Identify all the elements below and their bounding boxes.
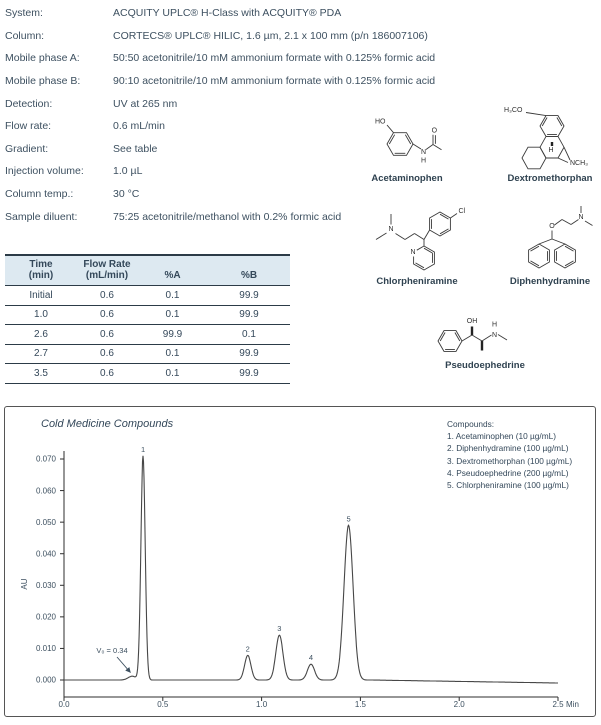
gradient-table-cell: 99.9	[137, 325, 208, 345]
gradient-table-body	[5, 286, 290, 384]
gradient-table-cell: 99.9	[208, 344, 290, 364]
chromatogram-panel	[4, 406, 596, 717]
y-tick-label: 0.030	[35, 580, 56, 590]
condition-label: Column:	[5, 29, 45, 42]
peak-label: 2	[245, 644, 250, 654]
condition-row	[5, 183, 435, 206]
atom-label: NCH₃	[570, 160, 589, 167]
atom-label: N	[578, 214, 584, 221]
acetaminophen-structure	[366, 110, 456, 175]
x-tick-label: 0.5	[157, 700, 169, 709]
condition-label: Column temp.:	[5, 188, 74, 201]
atom-label: OH	[466, 318, 478, 325]
gradient-table-header	[137, 255, 208, 286]
gradient-table-cell: 0.1	[165, 367, 180, 379]
void-annotation-text: V₀ = 0.34	[96, 646, 128, 655]
gradient-table-header	[5, 255, 77, 286]
condition-value: 1.0 µL	[113, 165, 143, 178]
header-line: Time	[29, 259, 53, 270]
peak-label: 5	[346, 514, 351, 524]
atom-label: H	[491, 321, 498, 329]
x-tick-label: 2.0	[453, 700, 465, 709]
diphenhydramine-label: Diphenhydramine	[509, 276, 591, 287]
gradient-table-cell: 1.0	[5, 305, 77, 325]
gradient-table-cell: 99.9	[208, 305, 290, 325]
gradient-table-cell: 2.7	[5, 344, 77, 364]
condition-value: CORTECS® UPLC® HILIC, 1.6 µm, 2.1 x 100 mm (p/n 186007106)	[113, 29, 428, 42]
peak-label: 1	[140, 444, 146, 454]
y-tick-label: 0.020	[35, 612, 56, 622]
atom-label: HO	[375, 118, 386, 126]
gradient-table-row	[5, 344, 290, 364]
x-tick-label: 1.5	[354, 700, 366, 709]
gradient-table-cell: 0.6	[77, 344, 137, 364]
gradient-table-cell: 2.6	[5, 325, 77, 345]
condition-label: Sample diluent:	[5, 210, 78, 223]
gradient-table-header	[77, 255, 137, 286]
y-tick-label: 0.050	[35, 517, 56, 527]
x-tick-label: 2.5	[552, 700, 564, 709]
atom-label: Cl	[458, 208, 466, 215]
atom-label: N	[410, 249, 416, 256]
gradient-table-cell: 0.1	[137, 305, 208, 325]
atom-label: H₃CO	[504, 107, 523, 114]
condition-value: 75:25 acetonitrile/methanol with 0.2% formic acid	[113, 210, 342, 223]
condition-row	[5, 70, 435, 93]
gradient-table-cell: 0.1	[208, 325, 290, 345]
gradient-table-row	[5, 364, 290, 384]
gradient-table-row	[5, 325, 290, 345]
atom-label: N	[491, 332, 498, 339]
diphenhydramine-structure	[508, 203, 598, 283]
chromatogram-trace	[64, 456, 558, 683]
gradient-table-cell: 0.6	[77, 305, 137, 325]
peak-label: 3	[277, 624, 282, 634]
y-tick-label: 0.000	[35, 675, 56, 685]
header-line: %B	[240, 270, 258, 281]
condition-label: Flow rate:	[5, 120, 52, 133]
gradient-table-header	[208, 255, 290, 286]
condition-value: See table	[113, 142, 158, 155]
condition-label: Detection:	[5, 97, 53, 110]
atom-label: N	[388, 226, 394, 233]
legend-item: 2. Diphenhydramine (100 µg/mL)	[447, 443, 569, 454]
atom-label: O	[431, 127, 438, 135]
peak-label: 4	[308, 653, 314, 663]
gradient-table-cell: 99.9	[208, 286, 290, 306]
atom-label: H	[548, 147, 554, 154]
gradient-table-cell: 0.6	[100, 367, 114, 379]
x-tick-label: 1.0	[256, 700, 268, 709]
condition-value: 0.6 mL/min	[113, 120, 165, 133]
y-tick-label: 0.070	[35, 454, 56, 464]
gradient-table	[5, 254, 290, 384]
condition-row	[5, 25, 435, 48]
y-tick-label: 0.060	[35, 486, 56, 496]
void-annotation-arrow	[117, 657, 131, 673]
atom-label: O	[549, 223, 555, 230]
legend-title: Compounds:	[447, 419, 495, 429]
chromatogram-plot	[5, 407, 595, 716]
y-tick-label: 0.010	[35, 644, 56, 654]
condition-value: 50:50 acetonitrile/10 mM ammonium formate with 0.125% formic acid	[113, 52, 436, 65]
atom-label: H	[420, 157, 427, 165]
legend-item: 3. Dextromethorphan (100 µg/mL)	[447, 455, 573, 466]
condition-value: UV at 265 nm	[113, 97, 178, 110]
condition-row	[5, 2, 435, 25]
condition-value: 90:10 acetonitrile/10 mM ammonium formate with 0.125% formic acid	[113, 75, 436, 88]
legend-item: 5. Chlorpheniramine (100 µg/mL)	[447, 480, 569, 491]
condition-value: ACQUITY UPLC® H-Class with ACQUITY® PDA	[113, 7, 342, 20]
dextromethorphan-label: Dextromethorphan	[507, 173, 593, 184]
pseudoephedrine-label: Pseudoephedrine	[445, 360, 525, 371]
gradient-table-cell: Initial	[5, 286, 77, 306]
gradient-table-cell: 3.5	[34, 367, 48, 379]
gradient-table-cell: 0.6	[77, 286, 137, 306]
header-line: (min)	[28, 270, 54, 281]
atom-label: N	[420, 149, 427, 156]
chart-title: Cold Medicine Compounds	[41, 418, 174, 430]
gradient-table-cell: 0.1	[137, 344, 208, 364]
condition-label: Mobile phase B:	[5, 75, 81, 88]
header-line: (mL/min)	[85, 270, 129, 281]
legend-item: 1. Acetaminophen (10 µg/mL)	[447, 431, 557, 442]
gradient-table-row	[5, 305, 290, 325]
acetaminophen-label: Acetaminophen	[371, 173, 443, 184]
chlorpheniramine-structure	[368, 203, 468, 283]
condition-label: Mobile phase A:	[5, 52, 80, 65]
gradient-table-cell: 0.1	[137, 286, 208, 306]
gradient-table-header-row	[5, 255, 290, 286]
legend-item: 4. Pseudoephedrine (200 µg/mL)	[447, 467, 569, 478]
y-axis-label: AU	[20, 578, 29, 590]
x-tick-label: 0.0	[58, 700, 70, 709]
gradient-table-row	[5, 286, 290, 306]
y-tick-label: 0.040	[35, 549, 56, 559]
header-line: %A	[164, 270, 181, 281]
condition-value: 30 °C	[113, 188, 140, 201]
gradient-table-cell: 0.6	[77, 325, 137, 345]
chlorpheniramine-label: Chlorpheniramine	[376, 276, 458, 287]
gradient-table-cell: 99.9	[239, 367, 259, 379]
condition-label: System:	[5, 7, 43, 20]
header-line: Flow Rate	[83, 259, 131, 270]
condition-row	[5, 47, 435, 70]
condition-label: Gradient:	[5, 142, 49, 155]
pseudoephedrine-structure	[428, 308, 538, 368]
condition-label: Injection volume:	[5, 165, 84, 178]
x-axis-unit: Min	[566, 700, 579, 709]
